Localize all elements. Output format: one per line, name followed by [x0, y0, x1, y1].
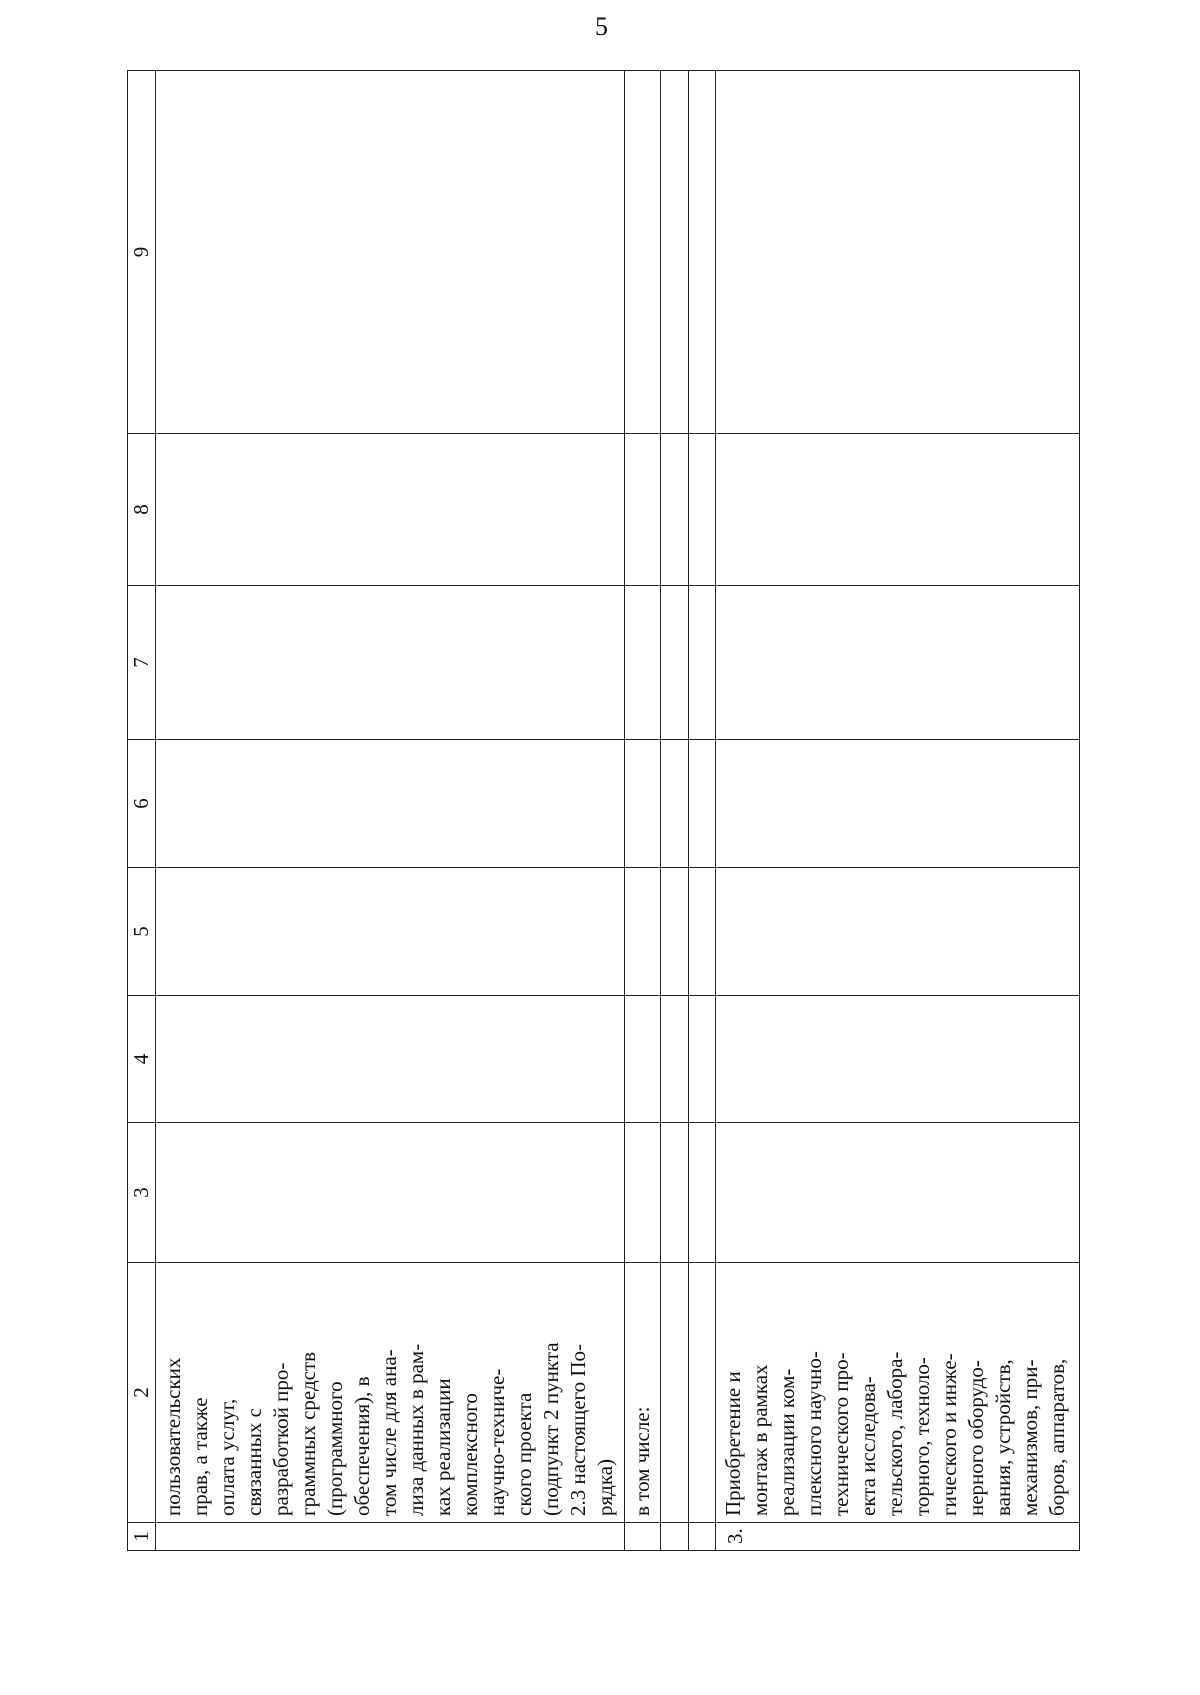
description-line: комплексного — [458, 1393, 482, 1516]
empty-cell — [625, 1123, 661, 1263]
column-number: 7 — [128, 586, 156, 740]
empty-cell — [156, 586, 625, 740]
description-line: рядка) — [593, 1458, 617, 1516]
empty-cell — [716, 996, 1080, 1123]
description-line: гического и инже- — [937, 1353, 961, 1516]
description-line: нерного оборудо- — [964, 1360, 988, 1516]
empty-cell — [716, 868, 1080, 996]
row-number-cell — [156, 1523, 625, 1551]
empty-cell — [716, 434, 1080, 586]
description-line: 2.3 настоящего По- — [566, 1343, 590, 1516]
empty-cell — [156, 434, 625, 586]
empty-cell — [625, 586, 661, 740]
empty-cell — [156, 1123, 625, 1263]
empty-cell — [625, 996, 661, 1123]
empty-cell — [661, 586, 689, 740]
empty-cell — [716, 586, 1080, 740]
empty-cell — [661, 868, 689, 996]
column-number: 2 — [128, 1263, 156, 1523]
description-line: разработкой про- — [269, 1362, 293, 1516]
table-rotated — [127, 71, 1072, 1551]
table-row — [661, 71, 689, 1551]
empty-cell — [689, 1263, 716, 1523]
row-description — [716, 1263, 1080, 1523]
empty-cell — [661, 1123, 689, 1263]
column-number: 5 — [128, 868, 156, 996]
empty-cell — [625, 740, 661, 868]
description-line: прав, а также — [188, 1397, 212, 1516]
empty-cell — [156, 996, 625, 1123]
description-line: обеспечения), в — [350, 1376, 374, 1516]
empty-cell — [716, 71, 1080, 434]
description-line: Приобретение и — [721, 1371, 745, 1516]
column-number: 4 — [128, 996, 156, 1123]
empty-cell — [661, 71, 689, 434]
description-line: реализации ком- — [775, 1368, 799, 1516]
empty-cell — [689, 434, 716, 586]
budget-table — [127, 70, 1080, 1551]
empty-cell — [689, 71, 716, 434]
description-line: плексного научно- — [802, 1351, 826, 1516]
description-line: тельского, лабора- — [883, 1351, 907, 1516]
column-number: 9 — [128, 71, 156, 434]
table-row — [156, 71, 625, 1551]
empty-cell — [156, 71, 625, 434]
column-number: 1 — [128, 1523, 156, 1551]
description-line: торного, техноло- — [910, 1357, 934, 1516]
empty-cell — [625, 1523, 661, 1551]
description-line: оплата услуг, — [215, 1398, 239, 1516]
description-line: (подпункт 2 пункта — [539, 1342, 563, 1516]
header-row — [128, 71, 156, 1551]
row-label: в том числе: — [625, 1263, 661, 1523]
empty-cell — [661, 1523, 689, 1551]
empty-cell — [716, 740, 1080, 868]
description-line: пользовательских — [161, 1357, 185, 1516]
table-row — [689, 71, 716, 1551]
table-row — [716, 71, 1080, 1551]
description-line: лиза данных в рам- — [404, 1343, 428, 1516]
row-label — [661, 1263, 689, 1523]
empty-cell — [661, 996, 689, 1123]
empty-cell — [156, 740, 625, 868]
empty-cell — [689, 996, 716, 1123]
empty-cell — [689, 868, 716, 996]
row-description — [156, 1263, 625, 1523]
description-line: научно-техниче- — [485, 1368, 509, 1516]
description-line: монтаж в рамках — [748, 1364, 772, 1516]
empty-cell — [716, 1123, 1080, 1263]
empty-cell — [661, 434, 689, 586]
description-line: ках реализации — [431, 1378, 455, 1516]
empty-cell — [156, 868, 625, 996]
description-line: екта исследова- — [856, 1376, 880, 1516]
description-line: том числе для ана- — [377, 1349, 401, 1516]
description-line: вания, устройств, — [991, 1359, 1015, 1516]
column-number: 3 — [128, 1123, 156, 1263]
description-line: ского проекта — [512, 1392, 536, 1516]
empty-cell — [661, 740, 689, 868]
description-line: технического про- — [829, 1352, 853, 1516]
row-number-cell: 3. — [716, 1523, 1080, 1551]
description-line: (программного — [323, 1381, 347, 1516]
empty-cell — [689, 1523, 716, 1551]
empty-cell — [689, 586, 716, 740]
description-line: механизмов, при- — [1018, 1359, 1042, 1516]
description-line: связанных с — [242, 1408, 266, 1516]
page-number: 5 — [595, 12, 608, 41]
empty-cell — [625, 434, 661, 586]
column-number: 6 — [128, 740, 156, 868]
description-line: граммных средств — [296, 1351, 320, 1516]
empty-cell — [625, 868, 661, 996]
column-number: 8 — [128, 434, 156, 586]
table-row — [625, 71, 661, 1551]
empty-cell — [625, 71, 661, 434]
description-line: боров, аппаратов, — [1045, 1358, 1069, 1516]
empty-cell — [689, 1123, 716, 1263]
empty-cell — [689, 740, 716, 868]
